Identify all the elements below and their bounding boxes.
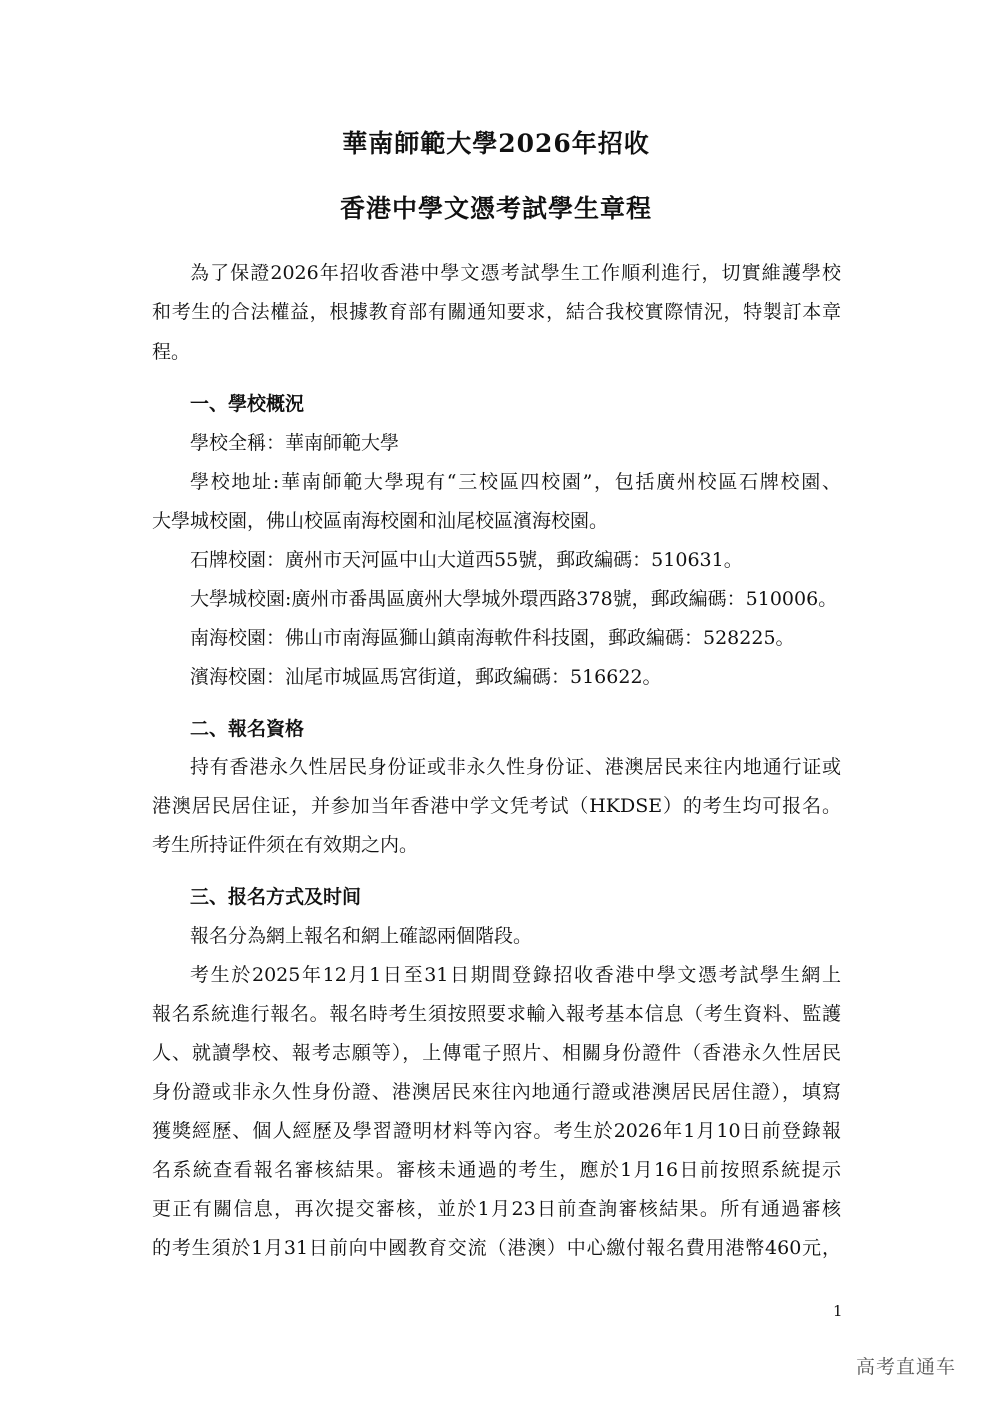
document-title-line-2: 香港中學文憑考試學生章程 xyxy=(339,194,652,223)
registration-line: 人、就讀學校、報考志願等），上傳電子照片、相關身份證件（香港永久性居民 xyxy=(152,1042,841,1064)
intro-line: 為了保證2026年招收香港中學文憑考試學生工作順利進行，切實維護學校 xyxy=(190,262,841,284)
campus-binhai: 濱海校園：汕尾市城區馬宮街道，郵政編碼：516622。 xyxy=(190,666,662,688)
intro-line: 和考生的合法權益，根據教育部有關通知要求，結合我校實際情況，特製訂本章 xyxy=(152,301,841,323)
registration-line: 身份證或非永久性身份證、港澳居民來往內地通行證或港澳居民居住證），填寫 xyxy=(152,1081,841,1103)
campus-university-town: 大學城校園:廣州市番禺區廣州大學城外環西路378號，郵政編碼：510006。 xyxy=(190,588,838,610)
registration-line: 獲獎經歷、個人經歷及學習證明材料等內容。考生於2026年1月10日前登錄報 xyxy=(152,1120,841,1142)
section-heading-school-overview: 一、學校概況 xyxy=(190,393,305,415)
registration-line: 的考生須於1月31日前向中國教育交流（港澳）中心繳付報名費用港幣460元， xyxy=(152,1237,841,1259)
eligibility-line: 港澳居民居住证，并参加当年香港中学文凭考试（HKDSE）的考生均可报名。 xyxy=(152,795,841,817)
registration-line: 報名分為網上報名和網上確認兩個階段。 xyxy=(190,925,533,947)
eligibility-line: 考生所持证件须在有效期之内。 xyxy=(152,834,419,856)
school-address-cont: 大學城校園，佛山校區南海校園和汕尾校區濱海校園。 xyxy=(152,510,609,532)
campus-nanhai: 南海校園：佛山市南海區獅山鎮南海軟件科技園，郵政編碼：528225。 xyxy=(190,627,795,649)
eligibility-line: 持有香港永久性居民身份证或非永久性身份证、港澳居民来往内地通行证或 xyxy=(190,756,841,778)
intro-line: 程。 xyxy=(152,341,191,363)
registration-line: 名系統查看報名審核結果。審核未通過的考生，應於1月16日前按照系統提示 xyxy=(152,1159,841,1181)
school-full-name: 學校全稱：華南師範大學 xyxy=(190,432,400,454)
registration-line: 考生於2025年12月1日至31日期間登錄招收香港中學文憑考試學生網上 xyxy=(190,964,841,986)
school-address: 學校地址:華南師範大學現有“三校區四校園”，包括廣州校區石牌校園、 xyxy=(190,471,841,493)
document-title-line-1: 華南師範大學2026年招收 xyxy=(342,129,650,158)
registration-line: 報名系統進行報名。報名時考生須按照要求輸入報考基本信息（考生資料、監護 xyxy=(152,1003,841,1025)
section-heading-registration: 三、报名方式及时间 xyxy=(190,886,362,908)
section-heading-eligibility: 二、報名資格 xyxy=(190,718,305,740)
watermark-text: 高考直通车 xyxy=(856,1356,957,1378)
campus-shipai: 石牌校園：廣州市天河區中山大道西55號，郵政編碼：510631。 xyxy=(190,549,743,571)
registration-line: 更正有關信息，再次提交審核，並於1月23日前查詢審核結果。所有通過審核 xyxy=(152,1198,841,1220)
page-number: 1 xyxy=(833,1302,843,1320)
